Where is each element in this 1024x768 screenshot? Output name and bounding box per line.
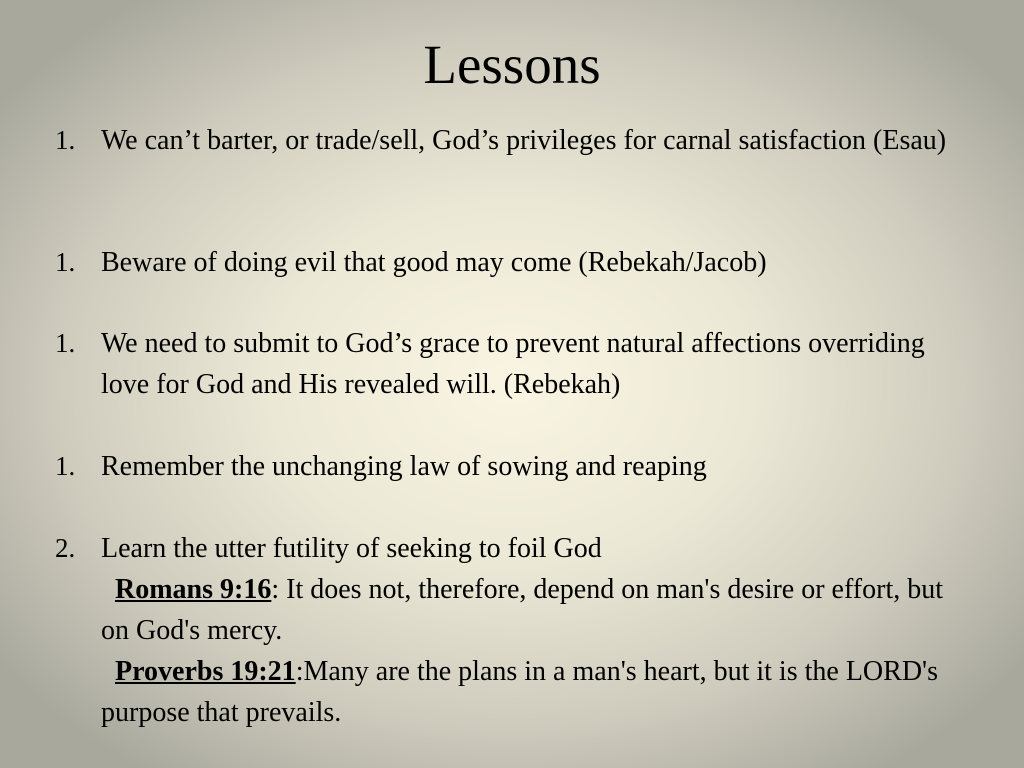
lesson-item-esau bbox=[55, 120, 975, 161]
slide-title: Lessons bbox=[423, 34, 601, 95]
verse-quote: :Many are the plans in a man's heart, but it is the LORD's purpose that prevails. bbox=[101, 656, 938, 728]
lesson-number: 1. bbox=[55, 125, 76, 155]
lesson-item-sowing-reaping bbox=[55, 446, 975, 487]
verse-proverbs bbox=[101, 651, 975, 733]
verse-reference: Proverbs 19:21 bbox=[115, 656, 296, 687]
lesson-text: Beware of doing evil that good may come (Rebekah/Jacob) bbox=[101, 247, 767, 278]
lesson-number: 1. bbox=[55, 451, 76, 481]
lesson-number: 2. bbox=[55, 533, 76, 563]
verse-quote: : It does not, therefore, depend on man's desire or effort, but on God's mercy. bbox=[101, 574, 944, 646]
lesson-text: We need to submit to God’s grace to prevent natural affections overriding love for God and His revealed will. (Rebekah) bbox=[101, 328, 925, 400]
verse-romans bbox=[101, 569, 975, 651]
lesson-text: Remember the unchanging law of sowing and reaping bbox=[101, 451, 707, 482]
verse-reference: Romans 9:16 bbox=[115, 574, 272, 605]
lesson-text: Learn the utter futility of seeking to foil God bbox=[101, 533, 602, 564]
lesson-item-rebekah-jacob bbox=[55, 242, 975, 283]
lesson-item-futility bbox=[55, 528, 975, 733]
lesson-text-block bbox=[101, 528, 975, 733]
lesson-item-rebekah bbox=[55, 323, 975, 405]
lesson-text: We can’t barter, or trade/sell, God’s privileges for carnal satisfaction (Esau) bbox=[101, 125, 947, 156]
lesson-number: 1. bbox=[55, 328, 76, 358]
lesson-number: 1. bbox=[55, 247, 76, 277]
